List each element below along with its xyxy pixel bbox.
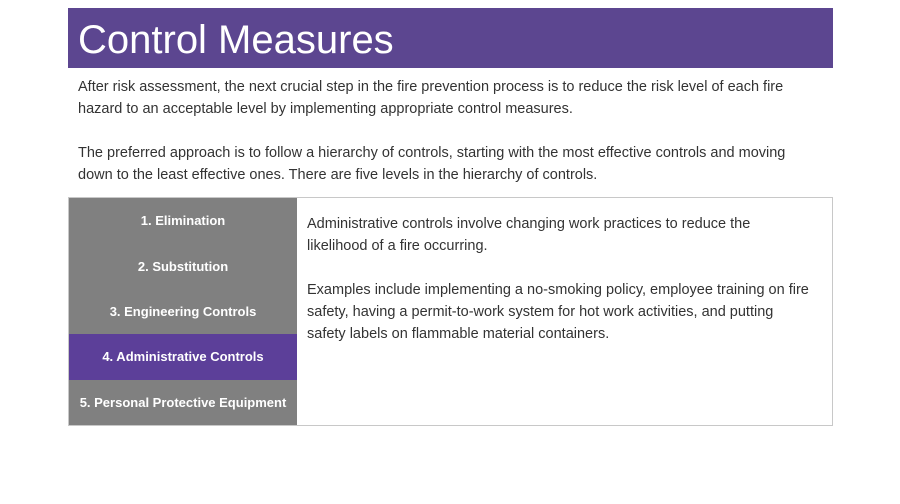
- intro-paragraph-1: After risk assessment, the next crucial step in the fire prevention process is to reduce the risk level of each fire hazard to an acceptable level by implementing appropriate control measures.: [78, 79, 784, 117]
- panel-paragraph-1: Administrative controls involve changing work practices to reduce the likelihood of a fire occurring.: [307, 216, 751, 254]
- page-container: [68, 8, 833, 410]
- hierarchy-tabs-panel: [68, 197, 833, 426]
- tab-list: [69, 198, 297, 425]
- tab-administrative-controls[interactable]: 4. Administrative Controls: [69, 334, 297, 379]
- panel-paragraph-2: Examples include implementing a no-smoking policy, employee training on fire safety, having a permit-to-work system for hot work activities, and putting safety labels on flammable material containers.: [307, 282, 809, 342]
- intro-section: [68, 68, 833, 186]
- tab-personal-protective-equipment[interactable]: 5. Personal Protective Equipment: [69, 380, 297, 425]
- tab-substitution[interactable]: 2. Substitution: [69, 243, 297, 288]
- tab-engineering-controls[interactable]: 3. Engineering Controls: [69, 289, 297, 334]
- tab-elimination[interactable]: 1. Elimination: [69, 198, 297, 243]
- title-banner: [68, 8, 833, 68]
- page-title: Control Measures: [78, 18, 394, 62]
- intro-paragraph-2: The preferred approach is to follow a hierarchy of controls, starting with the most effective controls and moving down to the least effective ones. There are five levels in the hierarchy of controls.: [78, 145, 786, 183]
- tab-content-panel: [297, 198, 832, 425]
